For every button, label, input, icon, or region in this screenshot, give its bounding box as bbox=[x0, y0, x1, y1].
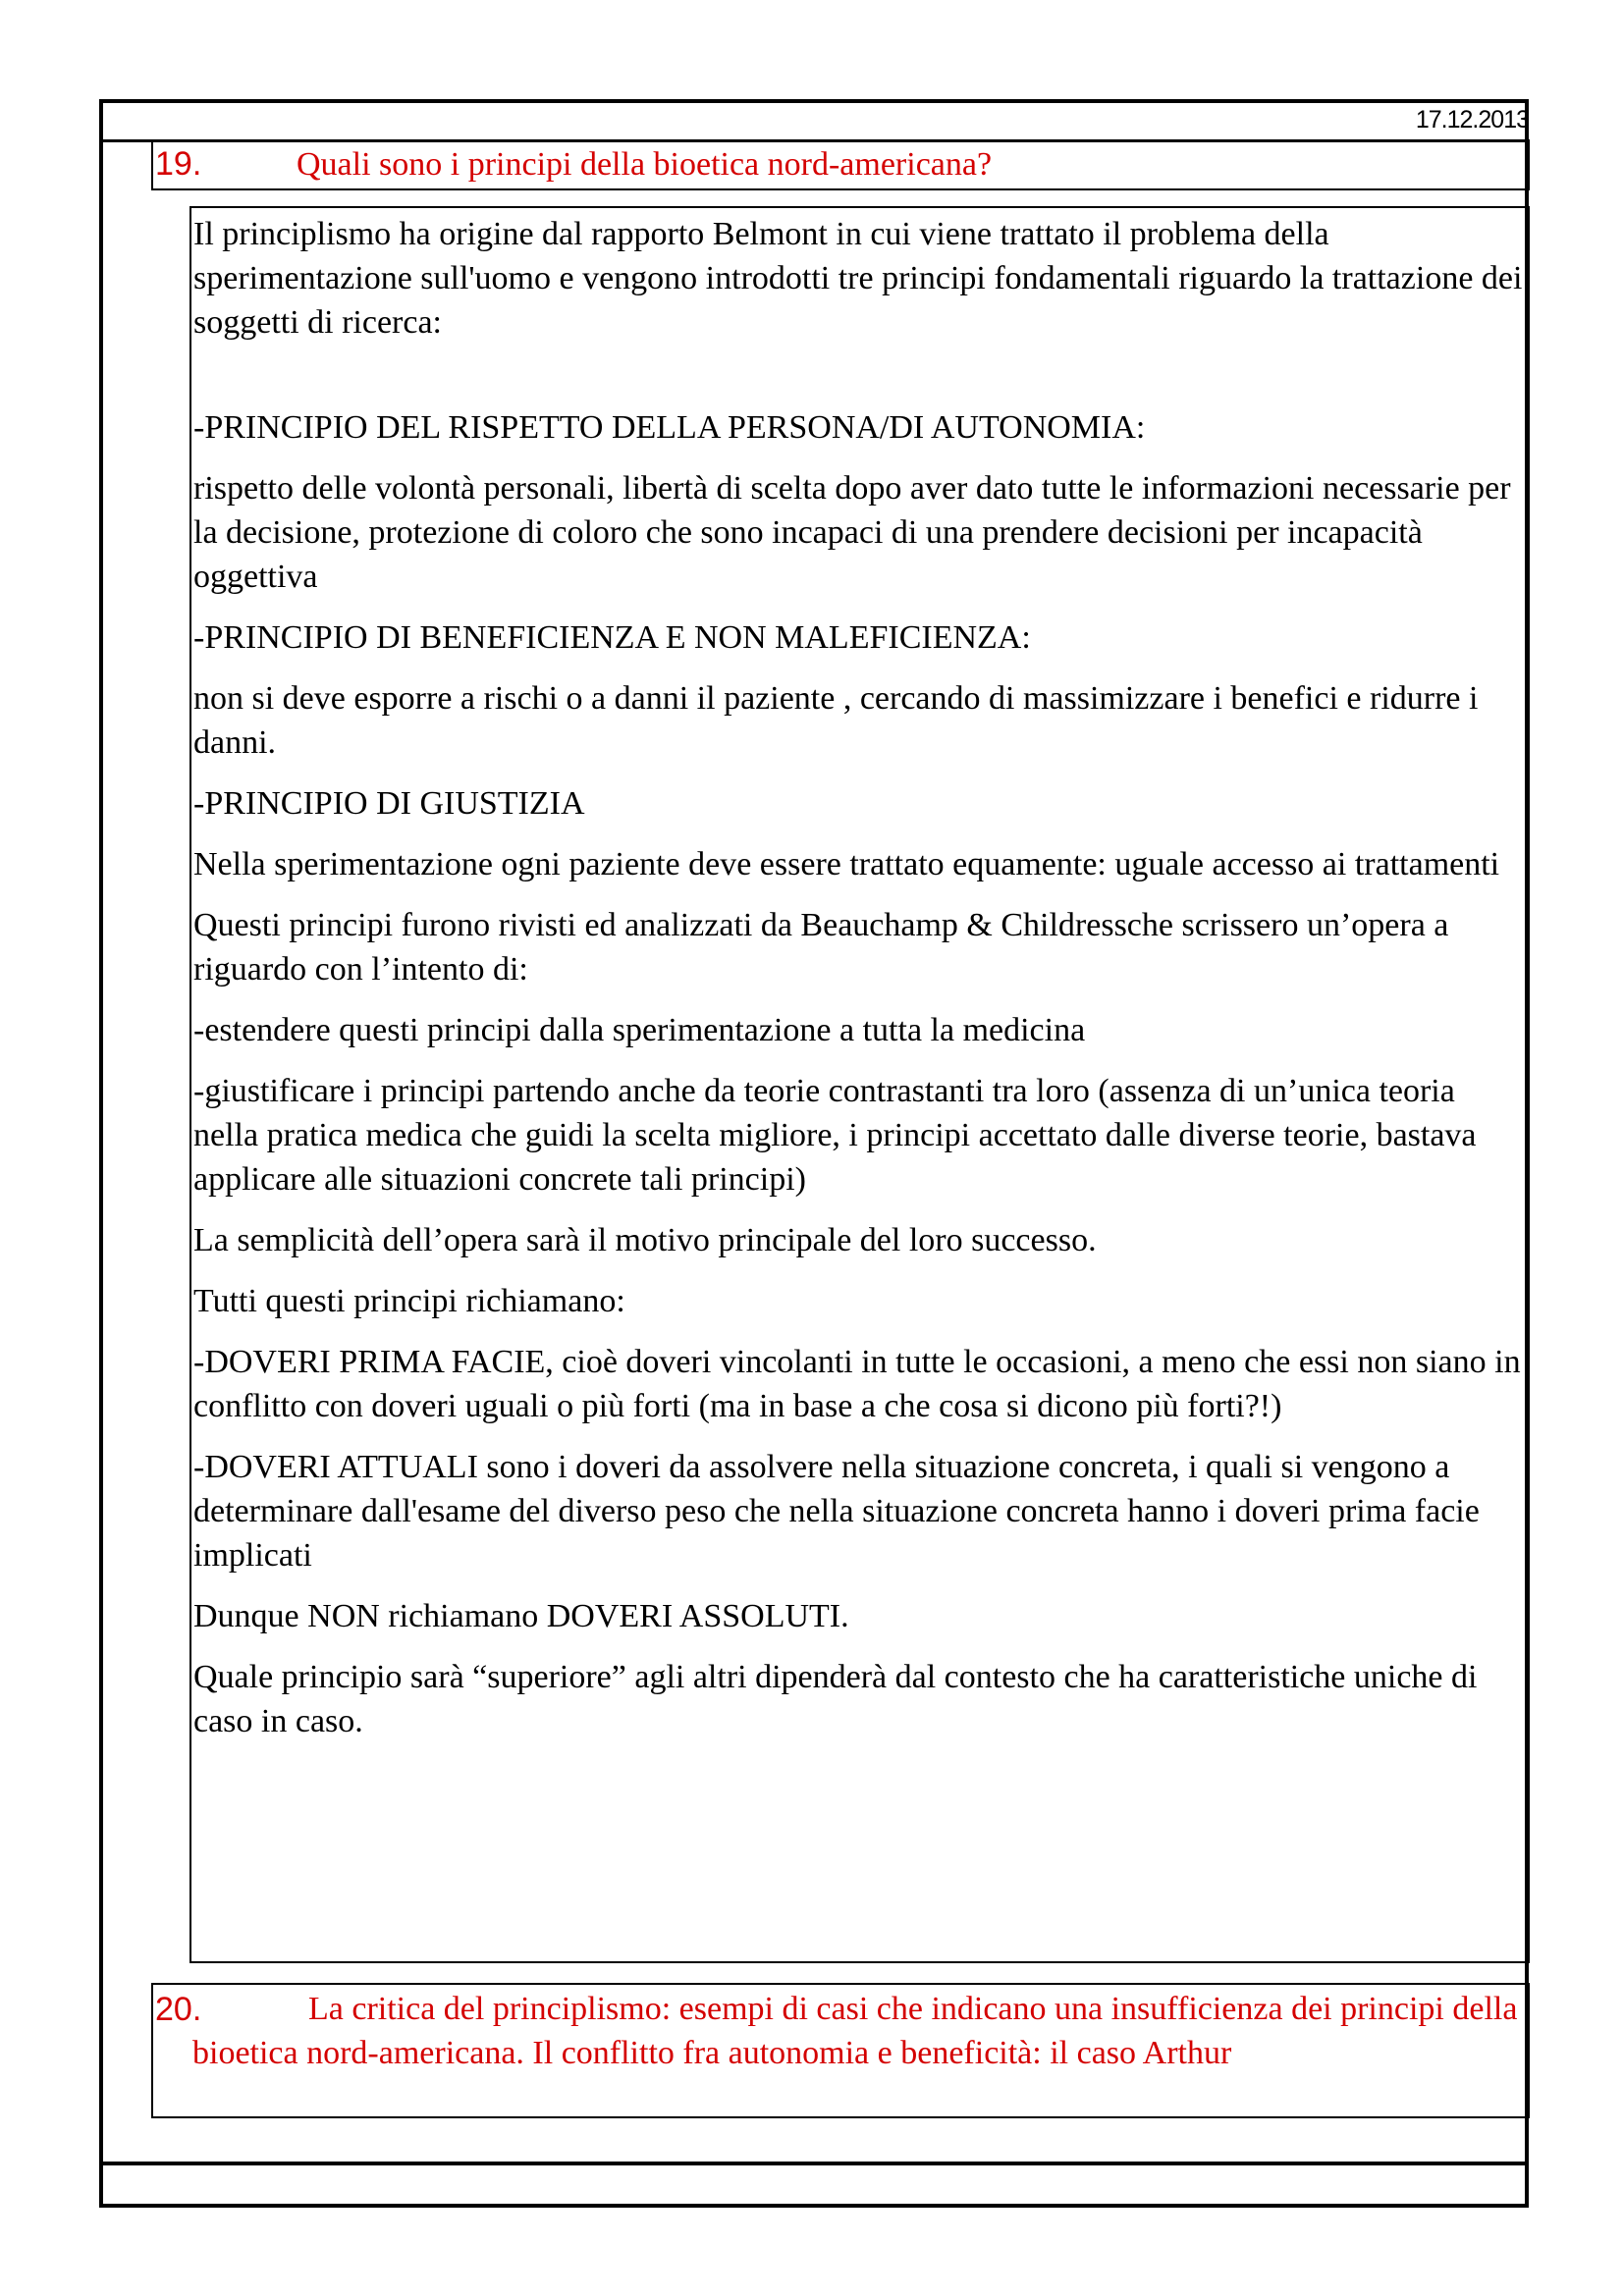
answer-item-prima-facie: -DOVERI PRIMA FACIE, cioè doveri vincolanti in tutte le occasioni, a meno che essi non siano in conflitto con doveri uguali o più forti (ma in base a che cosa si dicono più forti?!) bbox=[193, 1344, 1521, 1424]
answer-paragraph-recall: Tutti questi principi richiamano: bbox=[193, 1283, 625, 1319]
answer-19-box bbox=[189, 206, 1530, 1963]
answer-heading-justice: -PRINCIPIO DI GIUSTIZIA bbox=[193, 785, 585, 822]
question-19-box bbox=[151, 139, 1530, 190]
answer-paragraph-autonomy: rispetto delle volontà personali, libertà di scelta dopo aver dato tutte le informazioni necessarie per la decisione, protezione di coloro che sono incapaci di una prendere decisioni per incapacità oggettiva bbox=[193, 470, 1511, 595]
answer-paragraph-intro: Il principlismo ha origine dal rapporto Belmont in cui viene trattato il problema della sperimentazione sull'uomo e vengono introdotti tre principi fondamentali riguardo la trattazione dei soggetti di ricerca: bbox=[193, 216, 1523, 341]
answer-paragraph-not-absolute: Dunque NON richiamano DOVERI ASSOLUTI. bbox=[193, 1598, 849, 1634]
question-19-title: Quali sono i principi della bioetica nord-americana? bbox=[297, 146, 993, 183]
answer-paragraph-justice: Nella sperimentazione ogni paziente deve essere trattato equamente: uguale accesso ai trattamenti bbox=[193, 846, 1500, 882]
answer-paragraph-simplicity: La semplicità dell’opera sarà il motivo principale del loro successo. bbox=[193, 1222, 1097, 1258]
answer-paragraph-beauchamp: Questi principi furono rivisti ed analizzati da Beauchamp & Childressche scrissero un’opera a riguardo con l’intento di: bbox=[193, 907, 1449, 988]
footer-divider bbox=[99, 2162, 1529, 2165]
document-date: 17.12.2013 bbox=[1415, 106, 1529, 133]
answer-item-justify: -giustificare i principi partendo anche da teorie contrastanti tra loro (assenza di un’unica teoria nella pratica medica che guidi la scelta migliore, i principi accettato dalle diverse teorie, bastava applicare alle situazioni concrete tali principi) bbox=[193, 1073, 1477, 1198]
answer-paragraph-conclusion: Quale principio sarà “superiore” agli altri dipenderà dal contesto che ha caratteristiche uniche di caso in caso. bbox=[193, 1659, 1478, 1739]
question-19-number: 19. bbox=[155, 145, 202, 183]
question-20-title: La critica del principlismo: esempi di casi che indicano una insufficienza dei principi della bioetica nord-americana. Il conflitto fra autonomia e beneficità: il caso Arthur bbox=[192, 1991, 1518, 2071]
answer-paragraph-beneficence: non si deve esporre a rischi o a danni il paziente , cercando di massimizzare i benefici e ridurre i danni. bbox=[193, 680, 1479, 761]
answer-heading-autonomy: -PRINCIPIO DEL RISPETTO DELLA PERSONA/DI AUTONOMIA: bbox=[193, 409, 1146, 446]
question-20-number: 20. bbox=[155, 1991, 202, 2028]
answer-item-extend: -estendere questi principi dalla sperimentazione a tutta la medicina bbox=[193, 1012, 1086, 1048]
answer-item-actual-duties: -DOVERI ATTUALI sono i doveri da assolvere nella situazione concreta, i quali si vengono a determinare dall'esame del diverso peso che nella situazione concreta hanno i doveri prima facie implicati bbox=[193, 1449, 1480, 1574]
question-20-box bbox=[151, 1983, 1530, 2118]
answer-heading-beneficence: -PRINCIPIO DI BENEFICIENZA E NON MALEFICIENZA: bbox=[193, 619, 1031, 656]
